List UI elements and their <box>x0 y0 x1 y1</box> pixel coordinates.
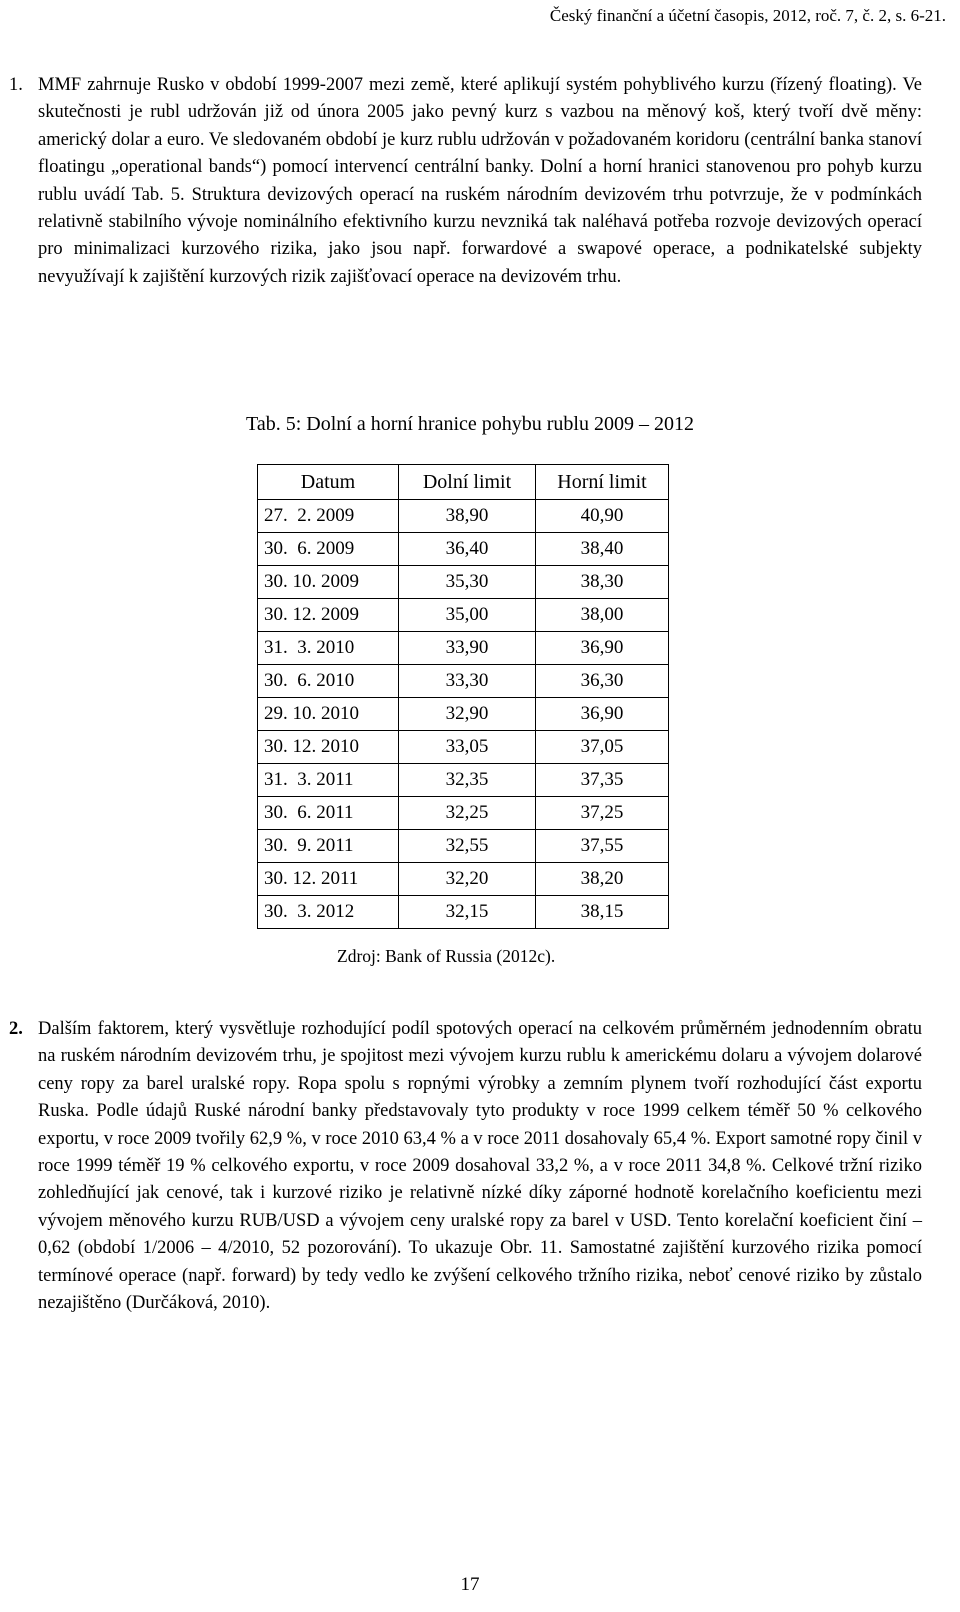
table-row <box>258 731 669 764</box>
cell-date: 30. 6. 2009 <box>258 533 399 566</box>
page-number: 17 <box>460 1574 480 1595</box>
cell-upper-limit: 38,30 <box>536 566 669 599</box>
table-row <box>258 863 669 896</box>
cell-upper-limit: 37,25 <box>536 797 669 830</box>
table-caption: Tab. 5: Dolní a horní hranice pohybu rublu 2009 – 2012 <box>246 413 694 435</box>
cell-lower-limit: 36,40 <box>399 533 536 566</box>
cell-upper-limit: 36,30 <box>536 665 669 698</box>
paragraph-1 <box>9 72 922 291</box>
cell-lower-limit: 38,90 <box>399 500 536 533</box>
cell-upper-limit: 40,90 <box>536 500 669 533</box>
cell-date: 31. 3. 2011 <box>258 764 399 797</box>
header-datum: Datum <box>258 465 399 500</box>
cell-upper-limit: 36,90 <box>536 632 669 665</box>
cell-upper-limit: 37,55 <box>536 830 669 863</box>
cell-lower-limit: 33,90 <box>399 632 536 665</box>
header-upper-limit: Horní limit <box>536 465 669 500</box>
cell-lower-limit: 35,00 <box>399 599 536 632</box>
cell-date: 29. 10. 2010 <box>258 698 399 731</box>
table-row <box>258 500 669 533</box>
paragraph-number: 1. <box>9 75 23 95</box>
paragraph-text: Dalším faktorem, který vysvětluje rozhodující podíl spotových operací na celkovém průměrném jednodenním obratu na ruském národním devizovém trhu, je spojitost mezi vývojem kurzu rublu k americkému dolaru a vývojem dolarové ceny ropy za barel uralské ropy. Ropa spolu s ropnými výrobky a zemním plynem tvoří rozhodující část exportu Ruska. Podle údajů Ruské národní banky představovaly tyto produkty v roce 1999 celkem téměř 50 % celkového exportu, v roce 2009 tvořily 62,9 %, v roce 2010 63,4 % a v roce 2011 dosahovaly 65,4 %. Export samotné ropy činil v roce 1999 téměř 19 % celkového exportu, v roce 2009 dosahoval 33,2 %, a v roce 2011 34,8 %. Celkové tržní riziko zohledňující jak cenové, tak i kurzové riziko je relativně nízké díky záporné hodnotě korelačního koeficientu mezi vývojem měnového kurzu RUB/USD a vývojem ceny uralské ropy za barel v USD. Tento korelační koeficient činí –0,62 (období 1/2006 – 4/2010, 52 pozorování). To ukazuje Obr. 11. Samostatné zajištění kurzového rizika pomocí termínové operace (např. forward) by tedy vedlo ke zvýšení celkového tržního rizika, neboť cenové riziko by zůstalo nezajištěno (Durčáková, 2010). <box>38 1019 922 1314</box>
paragraph-text: MMF zahrnuje Rusko v období 1999-2007 mezi země, které aplikují systém pohyblivého kurzu (řízený floating). Ve skutečnosti je rubl udržován již od února 2005 jako pevný kurz s vazbou na měnový koš, který tvoří dvě měny: americký dolar a euro. Ve sledovaném období je kurz rublu udržován v požadovaném koridoru (centrální banka stanoví floatingu „operational bands“) pomocí intervencí centrální banky. Dolní a horní hranici stanovenou pro pohyb kurzu rublu uvádí Tab. 5. Struktura devizových operací na ruském národním devizovém trhu potvrzuje, že v podmínkách relativně stabilního vývoje nominálního efektivního kurzu nevzniká tak naléhavá potřeba rozvoje devizových operací pro minimalizaci kurzového rizika, jako jsou např. forwardové a swapové operace, a podnikatelské subjekty nevyužívají k zajištění kurzových rizik zajišťovací operace na devizovém trhu. <box>38 75 922 287</box>
cell-lower-limit: 33,30 <box>399 665 536 698</box>
cell-upper-limit: 38,20 <box>536 863 669 896</box>
cell-date: 30. 12. 2011 <box>258 863 399 896</box>
header-lower-limit: Dolní limit <box>399 465 536 500</box>
journal-citation-header: Český finanční a účetní časopis, 2012, roč. 7, č. 2, s. 6-21. <box>549 6 946 25</box>
cell-date: 30. 12. 2009 <box>258 599 399 632</box>
cell-lower-limit: 32,55 <box>399 830 536 863</box>
cell-lower-limit: 32,35 <box>399 764 536 797</box>
cell-lower-limit: 32,15 <box>399 896 536 929</box>
cell-date: 30. 12. 2010 <box>258 731 399 764</box>
cell-upper-limit: 37,05 <box>536 731 669 764</box>
cell-date: 30. 9. 2011 <box>258 830 399 863</box>
paragraph-2 <box>9 1016 922 1317</box>
cell-lower-limit: 32,25 <box>399 797 536 830</box>
table-row <box>258 665 669 698</box>
table-header-row <box>258 465 669 500</box>
cell-upper-limit: 37,35 <box>536 764 669 797</box>
table-source: Zdroj: Bank of Russia (2012c). <box>337 946 556 966</box>
cell-upper-limit: 36,90 <box>536 698 669 731</box>
table-row <box>258 896 669 929</box>
table-row <box>258 698 669 731</box>
table-row <box>258 797 669 830</box>
cell-date: 30. 6. 2010 <box>258 665 399 698</box>
table-row <box>258 764 669 797</box>
cell-lower-limit: 33,05 <box>399 731 536 764</box>
cell-date: 30. 6. 2011 <box>258 797 399 830</box>
table-row <box>258 599 669 632</box>
cell-date: 31. 3. 2010 <box>258 632 399 665</box>
cell-date: 30. 3. 2012 <box>258 896 399 929</box>
table-body <box>258 500 669 929</box>
cell-upper-limit: 38,15 <box>536 896 669 929</box>
cell-date: 27. 2. 2009 <box>258 500 399 533</box>
cell-lower-limit: 32,20 <box>399 863 536 896</box>
ruble-limits-table <box>257 464 669 929</box>
table-row <box>258 830 669 863</box>
cell-lower-limit: 32,90 <box>399 698 536 731</box>
cell-upper-limit: 38,00 <box>536 599 669 632</box>
cell-date: 30. 10. 2009 <box>258 566 399 599</box>
table-row <box>258 632 669 665</box>
table-row <box>258 533 669 566</box>
paragraph-number: 2. <box>9 1019 23 1039</box>
table-row <box>258 566 669 599</box>
cell-upper-limit: 38,40 <box>536 533 669 566</box>
cell-lower-limit: 35,30 <box>399 566 536 599</box>
